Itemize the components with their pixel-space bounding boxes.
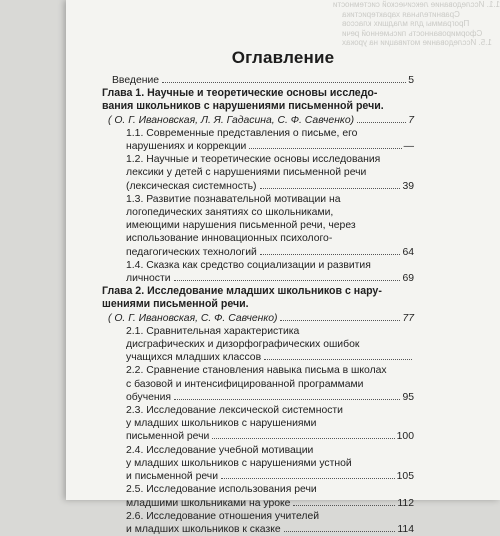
toc-leader-dots — [212, 438, 394, 439]
toc-entry-label: и письменной речи — [126, 471, 219, 483]
toc-entry-line: 1.1. Современные представления о письме, его — [126, 127, 358, 139]
toc-entry[interactable] — [102, 483, 414, 509]
toc-entry-lastline — [126, 430, 414, 443]
toc-entry-label: (лексическая системность) — [126, 180, 257, 192]
toc-page-number: — — [403, 141, 414, 153]
toc-entry-lastline — [126, 140, 414, 153]
toc-entry[interactable] — [102, 114, 414, 127]
toc-entry-line: вания школьников с нарушениями письменной речи. — [102, 100, 384, 113]
toc-entry-line: 2.2. Сравнение становления навыка письма в школах — [126, 365, 387, 377]
toc-entry-label: учащихся младших классов — [126, 352, 262, 364]
toc-list — [102, 74, 414, 536]
toc-entry-line: 1.4. Сказка как средство социализации и развития — [126, 259, 371, 271]
toc-leader-dots — [357, 122, 406, 123]
toc-entry-lastline — [126, 391, 414, 404]
toc-entry[interactable] — [102, 325, 414, 365]
toc-entry-lastline — [126, 470, 414, 483]
toc-page-number: 64 — [402, 246, 414, 258]
bleed-line: Программы для младших классов — [342, 19, 470, 28]
toc-entry-lastline — [108, 312, 414, 325]
bleed-line: 1.1. Исследование лексической системности — [332, 0, 500, 9]
toc-entry[interactable] — [102, 404, 414, 444]
bleed-line: 1.5. Исследование мотивации на уроках — [342, 38, 492, 47]
toc-entry-line: Глава 1. Научные и теоретические основы исследо- — [102, 87, 378, 100]
toc-leader-dots — [260, 188, 401, 189]
toc-entry-line: 2.1. Сравнительная характеристика — [126, 325, 300, 337]
toc-page-number: 112 — [397, 497, 414, 509]
toc-entry-label: нарушениях и коррекции — [126, 141, 247, 153]
toc-entry-line: 2.3. Исследование лексической системности — [126, 405, 343, 417]
toc-leader-dots — [284, 531, 396, 532]
toc-entry-label: и младших школьников к сказке — [126, 523, 281, 535]
toc-entry-line: лексики у детей с нарушениями письменной речи — [126, 167, 367, 179]
toc-entry[interactable] — [102, 87, 414, 113]
toc-page-number: 114 — [397, 523, 414, 535]
toc-entry-line: имеющими нарушения письменной речи, через — [126, 220, 356, 232]
bleed-line: Сформированность письменной речи — [342, 28, 483, 38]
toc-page-number: 69 — [402, 273, 414, 285]
toc-page-number: 7 — [408, 114, 414, 126]
toc-entry-line: Глава 2. Исследование младших школьников с нару- — [102, 285, 382, 298]
toc-entry-label: ( О. Г. Ивановская, С. Ф. Савченко) — [108, 312, 278, 324]
toc-leader-dots — [174, 280, 401, 281]
toc-entry-line: у младших школьников с нарушениями устной — [126, 457, 352, 469]
toc-leader-dots — [174, 399, 400, 400]
toc-entry-lastline — [126, 246, 414, 259]
toc-entry-label: ( О. Г. Ивановская, Л. Я. Гадасина, С. Ф. Савченко) — [108, 114, 355, 126]
toc-entry-line: использование инновационных психолого- — [126, 233, 333, 245]
toc-entry-lastline — [126, 523, 414, 536]
toc-entry[interactable] — [102, 510, 414, 536]
toc-entry-label: педагогических технологий — [126, 246, 257, 258]
toc-entry-label: письменной речи — [126, 431, 210, 443]
page-title: Оглавление — [231, 48, 335, 67]
toc-page-number: 100 — [396, 431, 414, 443]
toc-entry-line: дисграфических и дизорфографических ошибок — [126, 339, 360, 351]
toc-entry-line: 2.4. Исследование учебной мотивации — [126, 444, 314, 456]
toc-entry-lastline — [126, 272, 414, 285]
toc-entry-lastline — [108, 114, 414, 127]
toc-page-number: 39 — [402, 180, 414, 192]
toc-page-number: 105 — [396, 471, 414, 483]
toc-leader-dots — [293, 505, 395, 506]
toc-entry[interactable] — [102, 193, 414, 259]
toc-entry-lastline — [112, 74, 414, 87]
toc-entry-line: 1.3. Развитие познавательной мотивации на — [126, 193, 341, 205]
toc-leader-dots — [260, 254, 401, 255]
toc-leader-dots — [264, 359, 412, 360]
bleed-line: Сравнительная характеристика — [342, 9, 460, 19]
toc-entry-label: Введение — [112, 75, 160, 86]
toc-entry-line: 2.6. Исследование отношения учителей — [126, 510, 320, 522]
toc-leader-dots — [280, 320, 400, 321]
toc-entry-line: 2.5. Исследование использования речи — [126, 484, 317, 496]
toc-leader-dots — [162, 82, 406, 83]
toc-entry-label: обучения — [126, 391, 172, 403]
toc-page-number: 5 — [408, 75, 414, 86]
toc-entry[interactable] — [102, 364, 414, 404]
toc-entry[interactable] — [102, 312, 414, 325]
toc-page-number: 77 — [402, 312, 414, 324]
toc-entry-lastline — [126, 180, 414, 193]
toc-entry-line: логопедических занятиях со школьниками, — [126, 207, 334, 219]
toc-entry[interactable] — [102, 74, 414, 87]
toc-leader-dots — [249, 148, 401, 149]
book-page — [66, 0, 500, 535]
toc-entry[interactable] — [102, 285, 414, 311]
toc-entry-line: шениями письменной речи. — [102, 298, 249, 311]
toc-page-number: 95 — [402, 391, 414, 403]
toc-entry[interactable] — [102, 259, 414, 285]
toc-entry-lastline — [126, 351, 414, 364]
toc-entry[interactable] — [102, 444, 414, 484]
toc-entry-label: младшими школьниками на уроке — [126, 497, 291, 509]
toc-leader-dots — [221, 478, 395, 479]
toc-entry-lastline — [126, 497, 414, 510]
toc-entry[interactable] — [102, 127, 414, 153]
toc-entry-line: у младших школьников с нарушениями — [126, 418, 317, 430]
toc-entry-label: личности — [126, 273, 171, 285]
toc-entry-line: 1.2. Научные и теоретические основы исследования — [126, 154, 381, 166]
toc-entry[interactable] — [102, 153, 414, 193]
toc-entry-line: с базовой и интенсифицированной программами — [126, 378, 364, 390]
